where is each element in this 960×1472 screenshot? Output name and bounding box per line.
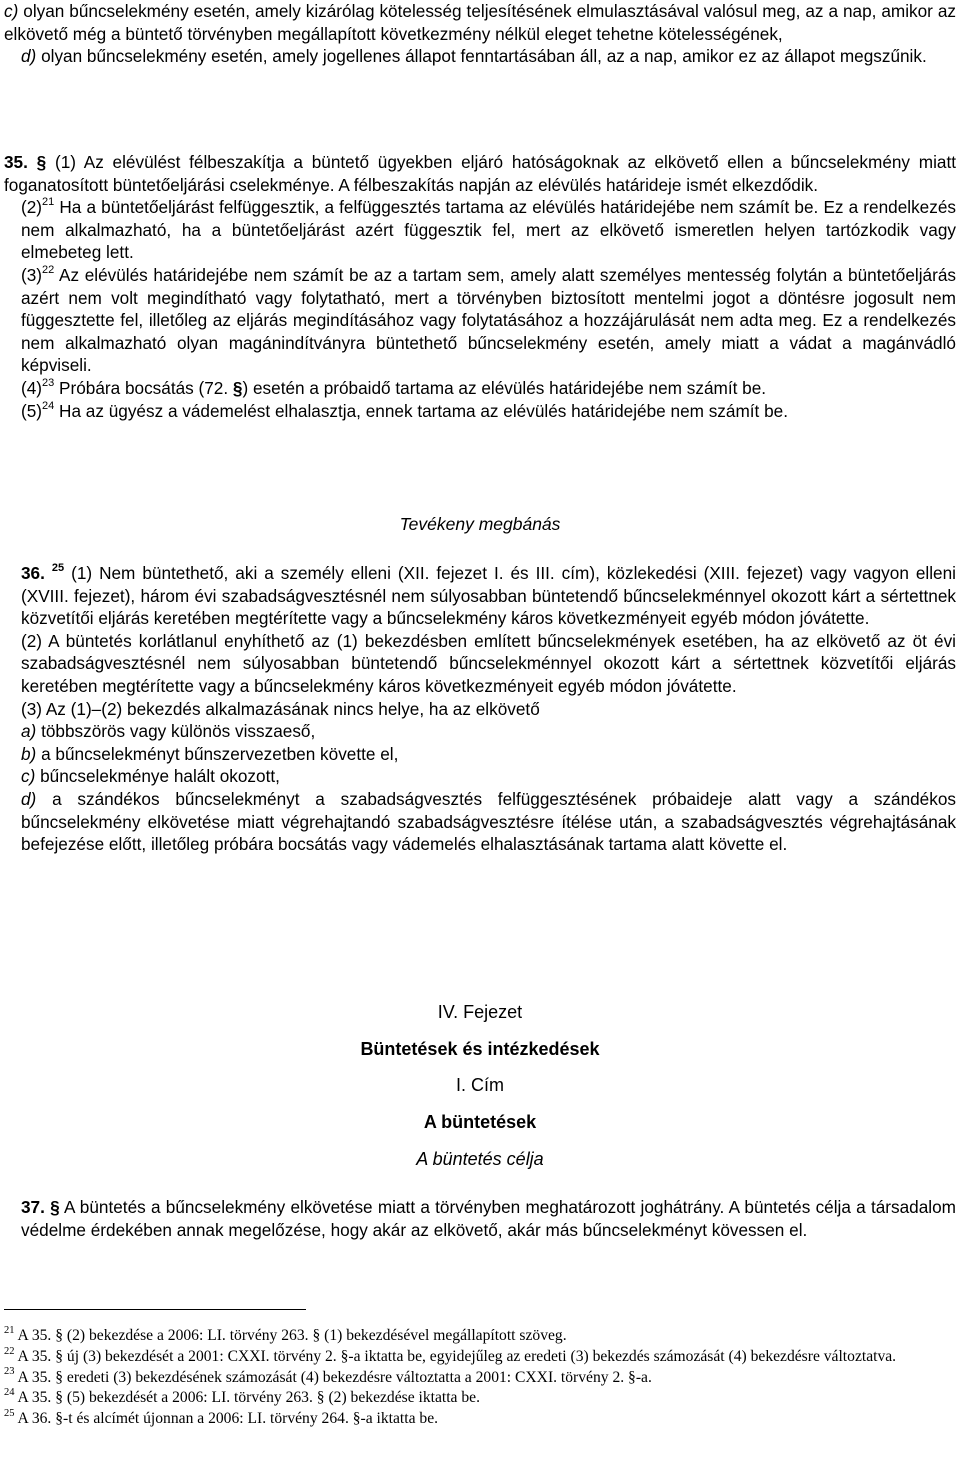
paragraph-text: Az elévülés határidejébe nem számít be az a tartam sem, amely alatt személyes mentesség folytán a büntetőeljárás azért nem volt megindítható vagy folytatható, mert a törvényben biztosított mentelmi jogot a döntésre jogosult nem függesztette fel, illetőleg az eljárás megindításához vagy folytatásához a hozzájárulását nem adta meg. Ez a rendelkezés nem alkalmazható olyan magánindítványra büntethető bűncselekmény esetén, amely miatt a vádat a magánvádló képviseli. bbox=[21, 264, 956, 376]
paragraph-label: (3) bbox=[21, 264, 43, 285]
footnote-divider bbox=[4, 1309, 306, 1310]
paragraph-text: Ha az ügyész a vádemelést elhalasztja, ennek tartama az elévülés határidejébe nem számít be. bbox=[54, 400, 788, 421]
par37 bbox=[4, 1196, 956, 1241]
item-letter: d) bbox=[21, 46, 37, 66]
footnote-ref[interactable]: 21 bbox=[42, 196, 55, 209]
title-heading: I. Cím bbox=[456, 1075, 504, 1095]
title-name: A büntetések bbox=[423, 1112, 537, 1132]
par35-p1 bbox=[4, 151, 956, 196]
par36-d bbox=[4, 788, 956, 856]
footnote bbox=[4, 1347, 956, 1368]
paragraph-text: (1) Nem büntethető, aki a személy elleni (XII. fejezet I. és III. cím), közlekedési (XIII. fejezet) vagy vagyon elleni (XVIII. fejezet), három évi szabadságvesztésnél nem súlyosabban büntetendő bűncselekménnyel okozott kárt a sértettnek közvetítői eljárás keretében megtérítette vagy a bűncselekmény káros következményeit egyéb módon jóvátette. bbox=[21, 563, 956, 629]
section-number: 37. bbox=[21, 1197, 45, 1217]
item-text: többszörös vagy különös visszaeső, bbox=[36, 721, 316, 742]
par35-p3 bbox=[4, 264, 956, 377]
par35-p2 bbox=[4, 196, 956, 264]
subtitle-tevekeny-megbanas: Tevékeny megbánás bbox=[399, 514, 561, 534]
footnotes bbox=[4, 1326, 956, 1430]
paragraph-text: ) esetén a próbaidő tartama az elévülés határidejébe nem számít be. bbox=[242, 377, 767, 398]
footnote bbox=[4, 1368, 956, 1389]
par34-c bbox=[4, 0, 956, 45]
par36-p2 bbox=[4, 630, 956, 698]
footnote-text: A 36. §-t és alcímét újonnan a 2006: LI. törvény 264. §-a iktatta be. bbox=[14, 1410, 439, 1428]
item-text: a szándékos bűncselekményt a szabadságvesztés felfüggesztésének próbaideje alatt vagy a szándékos bűncselekmény elkövetése miatt végrehajtandó szabadságvesztésre ítélése után, a szabadságvesztés végrehajtásának befejezése előtt, illetőleg próbára bocsátás vagy vádemelés elhalasztásának tartama alatt követte el. bbox=[21, 788, 956, 855]
footnote-text: A 35. § (2) bekezdése a 2006: LI. törvény 263. § (1) bekezdésével megállapított szöveg. bbox=[14, 1327, 567, 1344]
footnote-number: 21 bbox=[4, 1324, 15, 1336]
par35 bbox=[4, 151, 956, 422]
paragraph-label: (4) bbox=[21, 377, 43, 398]
par36-c bbox=[4, 765, 956, 788]
footnote-ref[interactable]: 25 bbox=[51, 562, 65, 575]
par36-p1 bbox=[4, 562, 956, 630]
paragraph-label: (2) bbox=[21, 197, 43, 218]
section-number: 35. bbox=[4, 152, 28, 172]
paragraph-text: (1) Az elévülést félbeszakítja a büntető ügyekben eljáró hatóságoknak az elkövető ellen a bűncselekmény miatt foganatosított büntetőeljárási cselekménye. A félbeszakítás napján az elévülés határideje ismét elkezdődik. bbox=[4, 152, 957, 195]
item-text: a bűncselekményt bűnszervezetben követte el, bbox=[36, 743, 399, 764]
item-letter: b) bbox=[21, 743, 37, 764]
paragraph-text: Próbára bocsátás (72. bbox=[54, 377, 233, 398]
footnote bbox=[4, 1388, 956, 1409]
par36-b bbox=[4, 743, 956, 766]
footnote-text: A 35. § új (3) bekezdését a 2001: CXXI. törvény 2. §-a iktatta be, egyidejűleg az eredeti (3) bekezdés számozását (4) bekezdésre változtatva. bbox=[14, 1347, 897, 1365]
section-number: 36. bbox=[21, 563, 45, 583]
paragraph-text: (3) Az (1)–(2) bekezdés alkalmazásának nincs helye, ha az elkövető bbox=[21, 698, 540, 719]
par36-a bbox=[4, 720, 956, 743]
paragraph-label: (5) bbox=[21, 400, 43, 421]
footnote-number: 23 bbox=[4, 1366, 15, 1378]
item-letter: c) bbox=[4, 1, 19, 21]
footnote-number: 25 bbox=[4, 1408, 15, 1419]
footnote bbox=[4, 1326, 956, 1347]
item-letter: a) bbox=[21, 721, 37, 742]
par34-d bbox=[4, 45, 956, 68]
footnote-number: 22 bbox=[4, 1345, 15, 1357]
par35-p5 bbox=[4, 400, 956, 423]
footnote-number: 24 bbox=[4, 1387, 15, 1399]
paragraph-text: (2) A büntetés korlátlanul enyhíthető az (1) bekezdésben említett bűncselekmények esetében, ha az elkövető az öt évi szabadságvesztésnél nem súlyosabban büntetendő bűncselekménnyel okozott kárt a sértettnek közvetítői eljárás keretében megtérítette vagy a bűncselekmény káros következményeit egyéb módon jóvátette. bbox=[21, 630, 956, 696]
footnote-text: A 35. § eredeti (3) bekezdésének számozását (4) bekezdésre változtatta a 2001: CXXI. törvény 2. §-a. bbox=[14, 1368, 652, 1386]
footnote bbox=[4, 1409, 956, 1430]
paragraph-text: A büntetés a bűncselekmény elkövetése miatt a törvényben meghatározott joghátrány. A büntetés célja a társadalom védelme érdekében annak megelőzése, hogy akár az elkövető, akár más bűncselekményt kövessen el. bbox=[21, 1197, 956, 1240]
par35-p4 bbox=[4, 377, 956, 400]
item-letter: c) bbox=[21, 766, 36, 787]
item-text: olyan bűncselekmény esetén, amely jogellenes állapot fenntartásában áll, az a nap, amikor ez az állapot megszűnik. bbox=[36, 46, 927, 66]
section-sign: § bbox=[50, 1197, 60, 1217]
chapter-title: Büntetések és intézkedések bbox=[360, 1039, 600, 1059]
footnote-ref[interactable]: 24 bbox=[42, 399, 55, 412]
footnote-text: A 35. § (5) bekezdését a 2006: LI. törvény 263. § (2) bekezdése iktatta be. bbox=[14, 1389, 480, 1407]
par36 bbox=[4, 562, 956, 856]
section-sign: § bbox=[36, 152, 47, 172]
item-text: bűncselekménye halált okozott, bbox=[35, 766, 280, 787]
par36-p3 bbox=[4, 698, 956, 721]
subtitle-buntetes-celja: A büntetés célja bbox=[416, 1149, 544, 1169]
chapter-heading: IV. Fejezet bbox=[437, 1002, 523, 1022]
paragraph-text: Ha a büntetőeljárást felfüggesztik, a felfüggesztés tartama az elévülés határidejébe nem számít be. Ez a rendelkezés nem alkalmazható, ha a büntetőeljárást azért függesztik fel, mert az elkövető ismeretlen helyen tartózkodik vagy elmebeteg lett. bbox=[21, 197, 956, 263]
item-letter: d) bbox=[21, 788, 37, 809]
footnote-ref[interactable]: 23 bbox=[42, 377, 55, 390]
footnote-ref[interactable]: 22 bbox=[42, 264, 55, 277]
item-text: olyan bűncselekmény esetén, amely kizárólag kötelesség teljesítésének elmulasztásával valósul meg, az a nap, amikor az elkövető még a büntető törvényben megállapított következmény nélkül eleget tehetne kötelességének, bbox=[4, 1, 956, 44]
section-sign: § bbox=[232, 377, 243, 398]
